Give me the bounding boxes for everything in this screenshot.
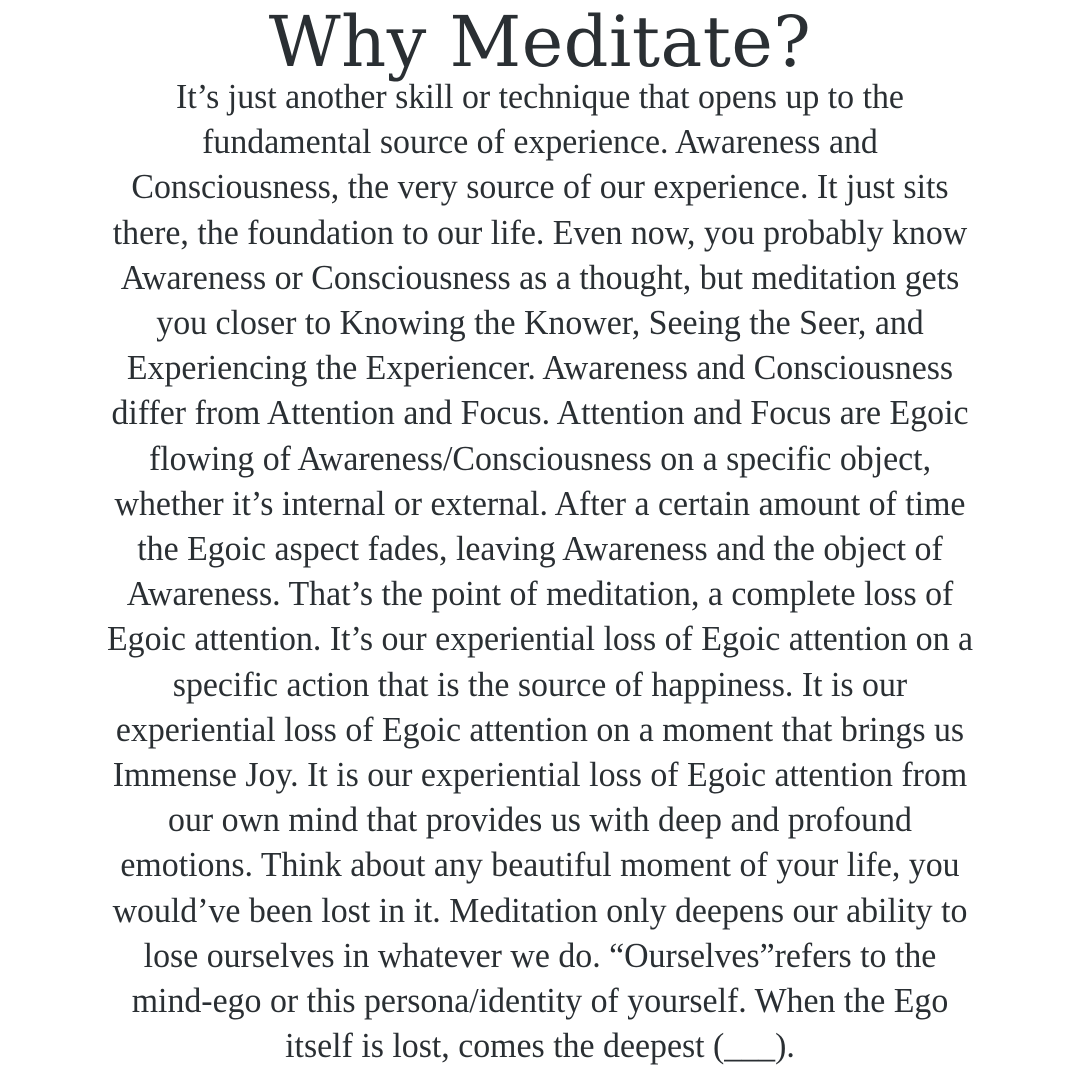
body-line: differ from Attention and Focus. Attention and Focus are Egoic — [111, 394, 969, 433]
body-line: there, the foundation to our life. Even now, you probably know — [112, 213, 968, 252]
body-line: Experiencing the Experiencer. Awareness and Consciousness — [126, 349, 954, 388]
body-line: Awareness or Consciousness as a thought, but meditation gets — [120, 258, 960, 297]
body-line: mind-ego or this persona/identity of yourself. When the Ego — [131, 982, 949, 1021]
body-line: would’ve been lost in it. Meditation only deepens our ability to — [112, 891, 968, 930]
body-line: flowing of Awareness/Consciousness on a specific object, — [148, 439, 932, 478]
body-line: emotions. Think about any beautiful moment of your life, you — [120, 846, 960, 885]
body-line: our own mind that provides us with deep and profound — [168, 801, 912, 840]
body-line: Awareness. That’s the point of meditation, a complete loss of — [126, 575, 954, 614]
body-paragraph — [0, 75, 1080, 1069]
page-title: Why Meditate? — [268, 1, 812, 83]
body-line: lose ourselves in whatever we do. “Ourselves”refers to the — [143, 936, 937, 975]
body-line: It’s just another skill or technique that opens up to the — [176, 78, 904, 116]
body-line: Immense Joy. It is our experiential loss of Egoic attention from — [112, 756, 968, 795]
body-line: whether it’s internal or external. After a certain amount of time — [114, 484, 966, 523]
body-line: Egoic attention. It’s our experiential loss of Egoic attention on a — [106, 620, 974, 659]
body-line: specific action that is the source of happiness. It is our — [172, 665, 908, 704]
body-line: you closer to Knowing the Knower, Seeing the Seer, and — [156, 304, 924, 343]
body-line: fundamental source of experience. Awareness and — [202, 123, 878, 162]
body-line: experiential loss of Egoic attention on a moment that brings us — [115, 710, 965, 749]
body-line: the Egoic aspect fades, leaving Awareness and the object of — [137, 530, 943, 569]
body-line: Consciousness, the very source of our experience. It just sits — [131, 168, 949, 207]
body-line: itself is lost, comes the deepest (___). — [285, 1027, 795, 1066]
